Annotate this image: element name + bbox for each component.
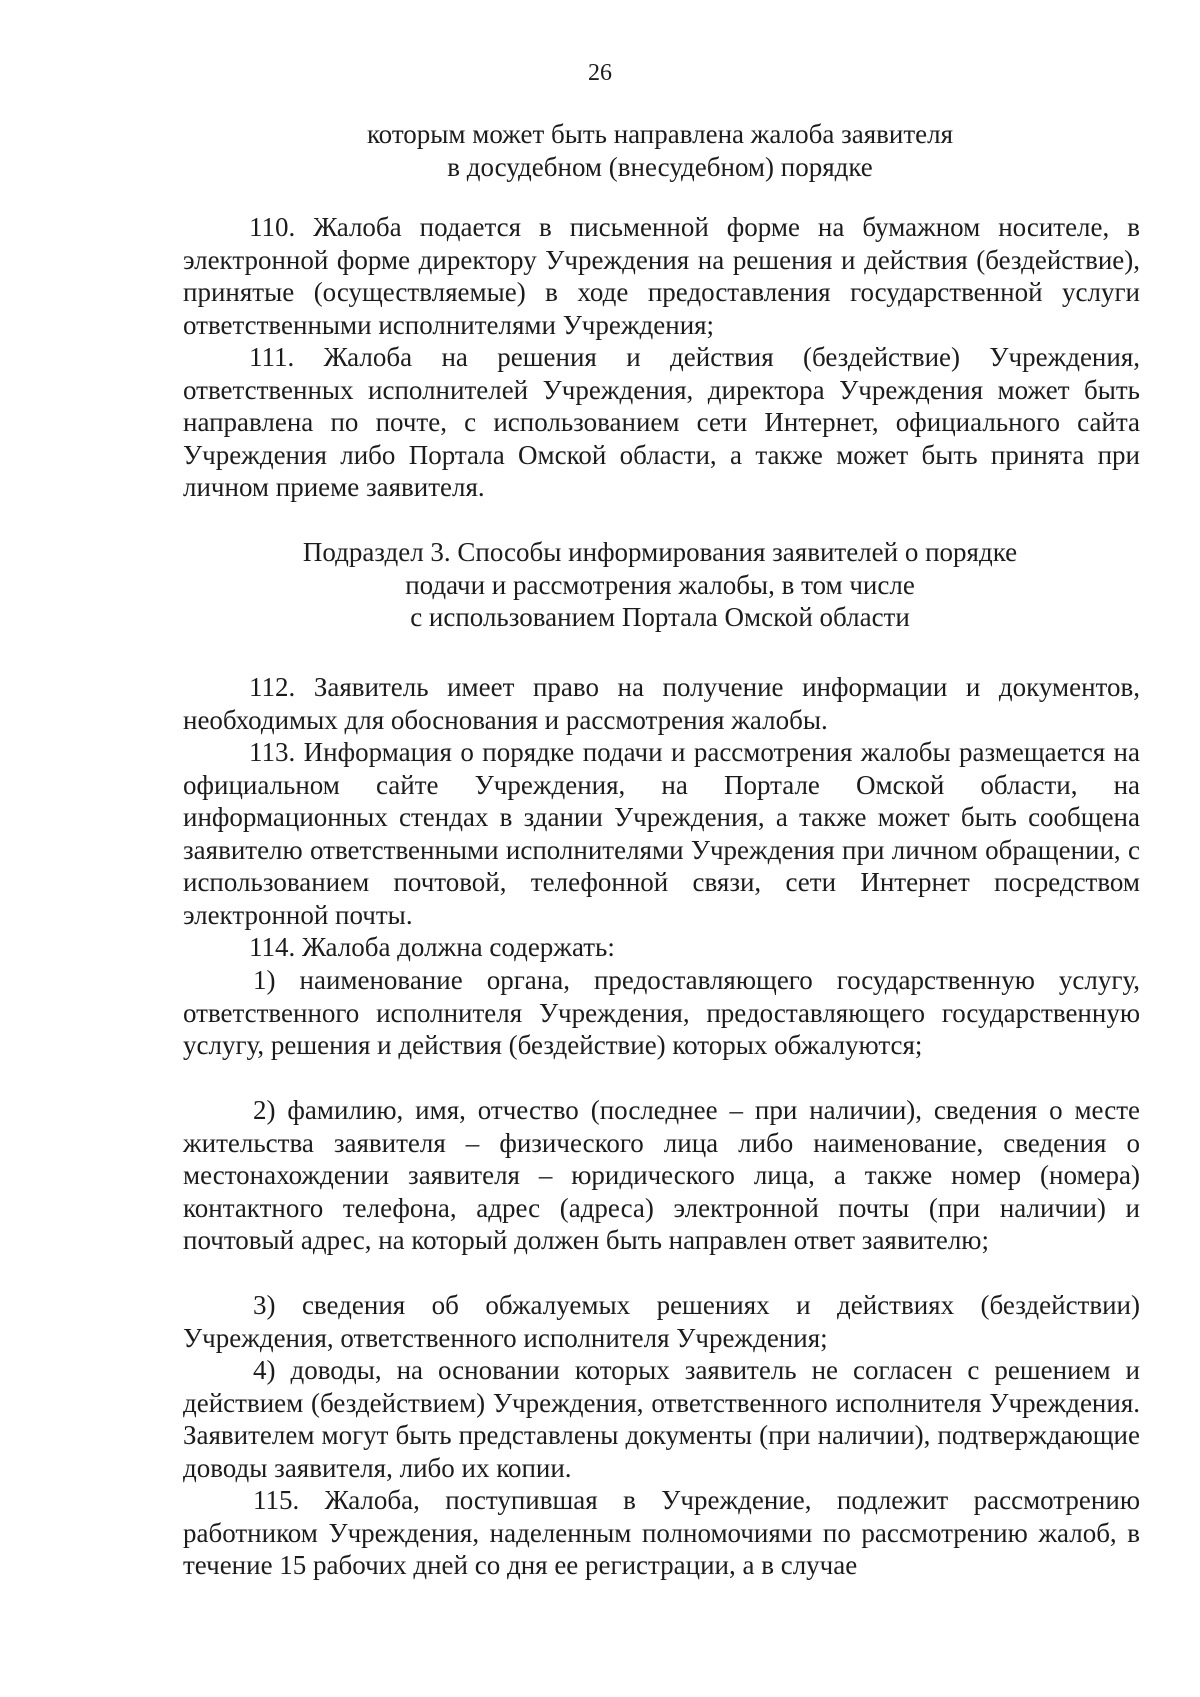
list-item-1: 1) наименование органа, предоставляющего государственную услугу, ответственного исполнителя Учреждения, предоставляющего государственную услугу, решения и действия (бездействие) которых обжалуются;: [183, 965, 1140, 1060]
paragraph-111: 111. Жалоба на решения и действия (бездействие) Учреждения, ответственных исполнителей Учреждения, директора Учреждения может быть направлена по почте, с использованием сети Интернет, официального сайта Учреждения либо Портала Омской области, а также может быть принята при личном приеме заявителя.: [183, 342, 1140, 502]
section-heading-line: в досудебном (внесудебном) порядке: [447, 151, 873, 182]
paragraph-112: 112. Заявитель имеет право на получение информации и документов, необходимых для обоснования и рассмотрения жалобы.: [183, 672, 1140, 735]
section-heading-line: которым может быть направлена жалоба заявителя: [366, 119, 954, 149]
list-item-3: 3) сведения об обжалуемых решениях и действиях (бездействии) Учреждения, ответственного исполнителя Учреждения;: [183, 1290, 1140, 1353]
section-heading: [180, 118, 1140, 183]
subsection-heading-line: Подраздел 3. Способы информирования заявителей о порядке: [302, 537, 1018, 567]
paragraph-113: 113. Информация о порядке подачи и рассмотрения жалобы размещается на официальном сайте Учреждения, на Портале Омской области, на информационных стендах в здании Учреждения, а также может быть сообщена заявителю ответственными исполнителями Учреждения при личном обращении, с использованием почтовой, телефонной связи, сети Интернет посредством электронной почты.: [183, 737, 1140, 930]
list-item-4: 4) доводы, на основании которых заявитель не согласен с решением и действием (бездействием) Учреждения, ответственного исполнителя Учреждения. Заявителем могут быть представлены документы (при наличии), подтверждающие доводы заявителя, либо их копии.: [183, 1355, 1140, 1483]
list-item-2: 2) фамилию, имя, отчество (последнее – при наличии), сведения о месте жительства заявителя – физического лица либо наименование, сведения о местонахождении заявителя – юридического лица, а также номер (номера) контактного телефона, адрес (адреса) электронной почты (при наличии) и почтовый адрес, на который должен быть направлен ответ заявителю;: [183, 1095, 1140, 1255]
paragraph-115: 115. Жалоба, поступившая в Учреждение, подлежит рассмотрению работником Учреждения, наделенным полномочиями по рассмотрению жалоб, в течение 15 рабочих дней со дня ее регистрации, а в случае: [183, 1485, 1140, 1580]
subsection-heading-line: подачи и рассмотрения жалобы, в том числе: [405, 569, 915, 600]
subsection-heading: [180, 536, 1140, 634]
subsection-heading-line: с использованием Портала Омской области: [410, 602, 910, 632]
page-number: 26: [588, 60, 612, 86]
paragraph-114: 114. Жалоба должна содержать:: [249, 932, 615, 962]
paragraph-110: 110. Жалоба подается в письменной форме на бумажном носителе, в электронной форме директору Учреждения на решения и действия (бездействие), принятые (осуществляемые) в ходе предоставления государственной услуги ответственными исполнителями Учреждения;: [183, 212, 1140, 340]
